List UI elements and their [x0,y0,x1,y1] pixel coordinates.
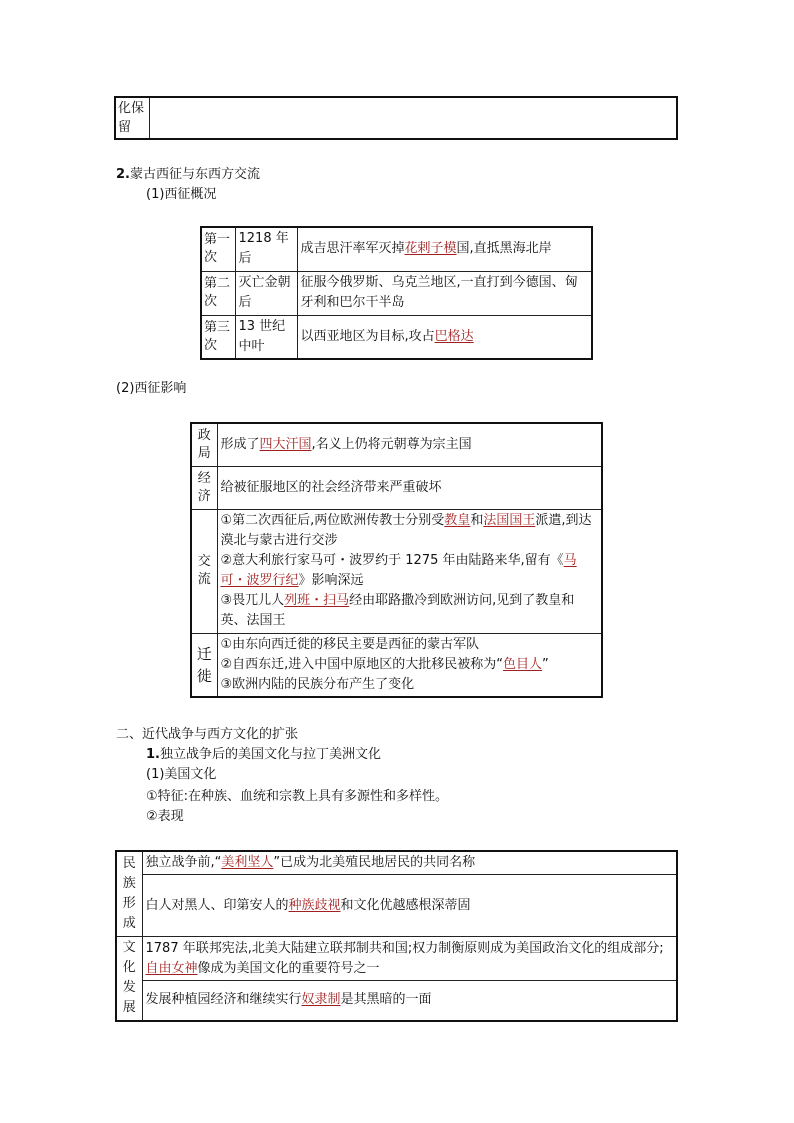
influence-economy: 给被征服地区的社会经济带来严重破坏 [217,466,602,509]
us-cell: 发展种植园经济和继续实行奴隶制是其黑暗的一面 [142,981,677,1021]
table-row [201,315,592,359]
us-culture-expression: ②表现 [146,809,184,824]
section-2-title [116,166,260,184]
key-term: 花剌子模 [404,241,457,257]
us-culture-table [115,850,678,1022]
influence-label-economy: 经济 [191,466,217,509]
key-term: 种族歧视 [288,897,341,913]
table-row [191,509,602,633]
influence-label-politics: 政局 [191,423,217,466]
table-row [201,271,592,315]
campaign-label: 第三次 [201,315,235,359]
key-term: 法国国王 [483,513,536,528]
us-culture-feature: ①特征:在种族、血统和宗教上具有多源性和多样性。 [146,789,449,804]
key-term: 马可・波罗行纪 [220,553,577,588]
section-1-number: 1. [146,747,160,762]
key-term: 列班・扫马 [284,593,350,608]
campaign-description: 征服今俄罗斯、乌克兰地区,一直打到今德国、匈牙利和巴尔干半岛 [297,271,592,315]
influence-migration [217,633,602,697]
us-label-nation-formation: 民族形成 [116,851,142,937]
table-row [191,633,602,697]
influence-politics: 形成了四大汗国,名义上仍将元朝尊为宗主国 [217,423,602,466]
section-1-title [146,746,381,764]
campaign-description: 以西亚地区为目标,攻占巴格达 [297,315,592,359]
table-row [116,981,677,1021]
table-row [116,851,677,875]
key-term: 美利坚人 [221,855,274,870]
key-term: 奴隶制 [301,992,341,1008]
section-2-number: 2. [116,167,130,182]
westward-influence-table [190,422,603,698]
top-table [114,96,678,140]
section-1-title-text: 独立战争后的美国文化与拉丁美洲文化 [159,747,381,762]
exchange-item: ①第二次西征后,两位欧洲传教士分别受教皇和法国国王派遣,到达漠北与蒙古进行交涉 [220,513,592,548]
table-row [191,466,602,509]
influence-label-exchange: 交流 [191,509,217,633]
campaign-description: 成吉思汗率军灭掉花剌子模国,直抵黑海北岸 [297,227,592,271]
influence-label-migration: 迁徙 [191,633,217,697]
exchange-item: ③畏兀儿人列班・扫马经由耶路撒冷到欧洲访问,见到了教皇和英、法国王 [220,593,575,628]
table-row [116,937,677,981]
top-table-content [149,97,677,139]
campaign-time: 灭亡金朝后 [235,271,297,315]
key-term: 自由女神 [145,960,198,976]
us-label-culture-development: 文化发展 [116,937,142,1021]
key-term: 四大汗国 [259,436,312,452]
us-cell: 白人对黑人、印第安人的种族歧视和文化优越感根深蒂固 [142,875,677,937]
table-row [116,875,677,937]
us-cell: 独立战争前,“美利坚人”已成为北美殖民地居民的共同名称 [142,851,677,875]
table-row [191,423,602,466]
campaign-time: 13 世纪中叶 [235,315,297,359]
westward-overview-heading: (1)西征概况 [146,187,217,202]
table-row [201,227,592,271]
migration-item: ③欧洲内陆的民族分布产生了变化 [220,676,415,692]
campaign-label: 第二次 [201,271,235,315]
key-term: 色目人 [503,656,543,672]
migration-item: ①由东向西迁徙的移民主要是西征的蒙古军队 [220,636,480,652]
migration-item: ②自西东迁,进入中国中原地区的大批移民被称为“色目人” [220,656,549,672]
key-term: 巴格达 [434,328,474,344]
westward-campaigns-table [200,226,593,360]
section-2-title-text: 蒙古西征与东西方交流 [129,167,260,182]
us-culture-heading: (1)美国文化 [146,767,217,782]
us-cell: 1787 年联邦宪法,北美大陆建立联邦制共和国;权力制衡原则成为美国政治文化的组成部分;自由女神像成为美国文化的重要符号之一 [142,937,677,981]
top-table-header: 化保留 [115,97,149,139]
exchange-item: ②意大利旅行家马可・波罗约于 1275 年由陆路来华,留有《马可・波罗行纪》影响深远 [220,553,577,588]
campaign-time: 1218 年后 [235,227,297,271]
campaign-label: 第一次 [201,227,235,271]
westward-influence-heading: (2)西征影响 [116,381,187,396]
key-term: 教皇 [444,513,471,528]
part-2-heading: 二、近代战争与西方文化的扩张 [116,727,299,742]
influence-exchange [217,509,602,633]
